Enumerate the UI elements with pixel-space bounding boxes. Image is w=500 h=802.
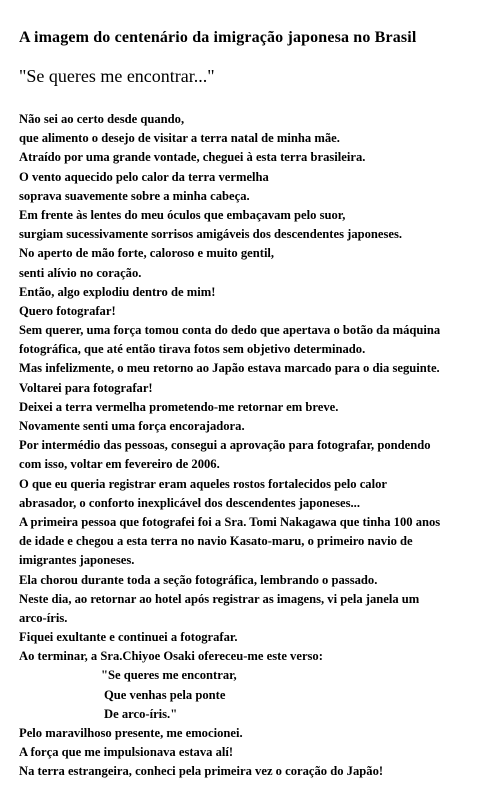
verse-line: De arco-íris." bbox=[104, 706, 178, 721]
text-line: fotográfica, que até então tirava fotos sem objetivo determinado. bbox=[19, 342, 366, 357]
text-line: abrasador, o conforto inexplicável dos descendentes japoneses... bbox=[19, 495, 360, 510]
text-line: senti alívio no coração. bbox=[19, 265, 142, 280]
text-line: Pelo maravilhoso presente, me emocionei. bbox=[19, 726, 243, 740]
text-line: com isso, voltar em fevereiro de 2006. bbox=[19, 457, 220, 472]
text-line: A força que me impulsionava estava alí! bbox=[19, 745, 234, 760]
text-line: arco-íris. bbox=[19, 610, 68, 625]
text-line: imigrantes japoneses. bbox=[19, 553, 135, 568]
text-line: Atraído por uma grande vontade, cheguei à esta terra brasileira. bbox=[19, 150, 366, 165]
text-line: Sem querer, uma força tomou conta do dedo que apertava o botão da máquina bbox=[19, 323, 441, 338]
text-line: surgiam sucessivamente sorrisos amigáveis dos descendentes japoneses. bbox=[19, 227, 403, 242]
text-line: O vento aquecido pelo calor da terra vermelha bbox=[19, 169, 269, 184]
text-line: Deixei a terra vermelha prometendo-me retornar em breve. bbox=[19, 399, 339, 414]
text-line: No aperto de mão forte, caloroso e muito gentil, bbox=[19, 246, 275, 261]
text-line: Quero fotografar! bbox=[19, 303, 116, 318]
text-line: O que eu queria registrar eram aqueles rostos fortalecidos pelo calor bbox=[19, 476, 387, 491]
page-title: A imagem do centenário da imigração japonesa no Brasil bbox=[19, 29, 417, 46]
text-line: Na terra estrangeira, conheci pela primeira vez o coração do Japão! bbox=[19, 764, 384, 779]
text-line: Fiquei exultante e continuei a fotografar. bbox=[19, 630, 238, 645]
text-line: A primeira pessoa que fotografei foi a Sra. Tomi Nakagawa que tinha 100 anos bbox=[19, 514, 441, 529]
text-line: Não sei ao certo desde quando, bbox=[19, 112, 185, 126]
text-line: Mas infelizmente, o meu retorno ao Japão estava marcado para o dia seguinte. bbox=[19, 361, 440, 376]
text-line: Por intermédio das pessoas, consegui a aprovação para fotografar, pondendo bbox=[19, 438, 431, 453]
text-line: Ao terminar, a Sra.Chiyoe Osaki ofereceu-me este verso: bbox=[19, 649, 323, 664]
verse-line: "Se queres me encontrar, bbox=[101, 668, 237, 683]
text-line: Em frente às lentes do meu óculos que embaçavam pelo suor, bbox=[19, 207, 346, 222]
text-line: Neste dia, ao retornar ao hotel após registrar as imagens, vi pela janela um bbox=[19, 591, 420, 606]
text-line: soprava suavemente sobre a minha cabeça. bbox=[19, 188, 250, 203]
poem-body bbox=[19, 110, 494, 782]
text-line: Então, algo explodiu dentro de mim! bbox=[19, 284, 216, 299]
text-line: Voltarei para fotografar! bbox=[19, 380, 153, 395]
text-line: que alimento o desejo de visitar a terra natal de minha mãe. bbox=[19, 131, 340, 146]
page-subtitle: "Se queres me encontrar..." bbox=[19, 66, 215, 86]
verse-line: Que venhas pela ponte bbox=[104, 687, 226, 702]
text-line: Novamente senti uma força encorajadora. bbox=[19, 419, 245, 433]
text-line: de idade e chegou a esta terra no navio Kasato-maru, o primeiro navio de bbox=[19, 534, 413, 549]
text-line: Ela chorou durante toda a seção fotográfica, lembrando o passado. bbox=[19, 572, 378, 587]
